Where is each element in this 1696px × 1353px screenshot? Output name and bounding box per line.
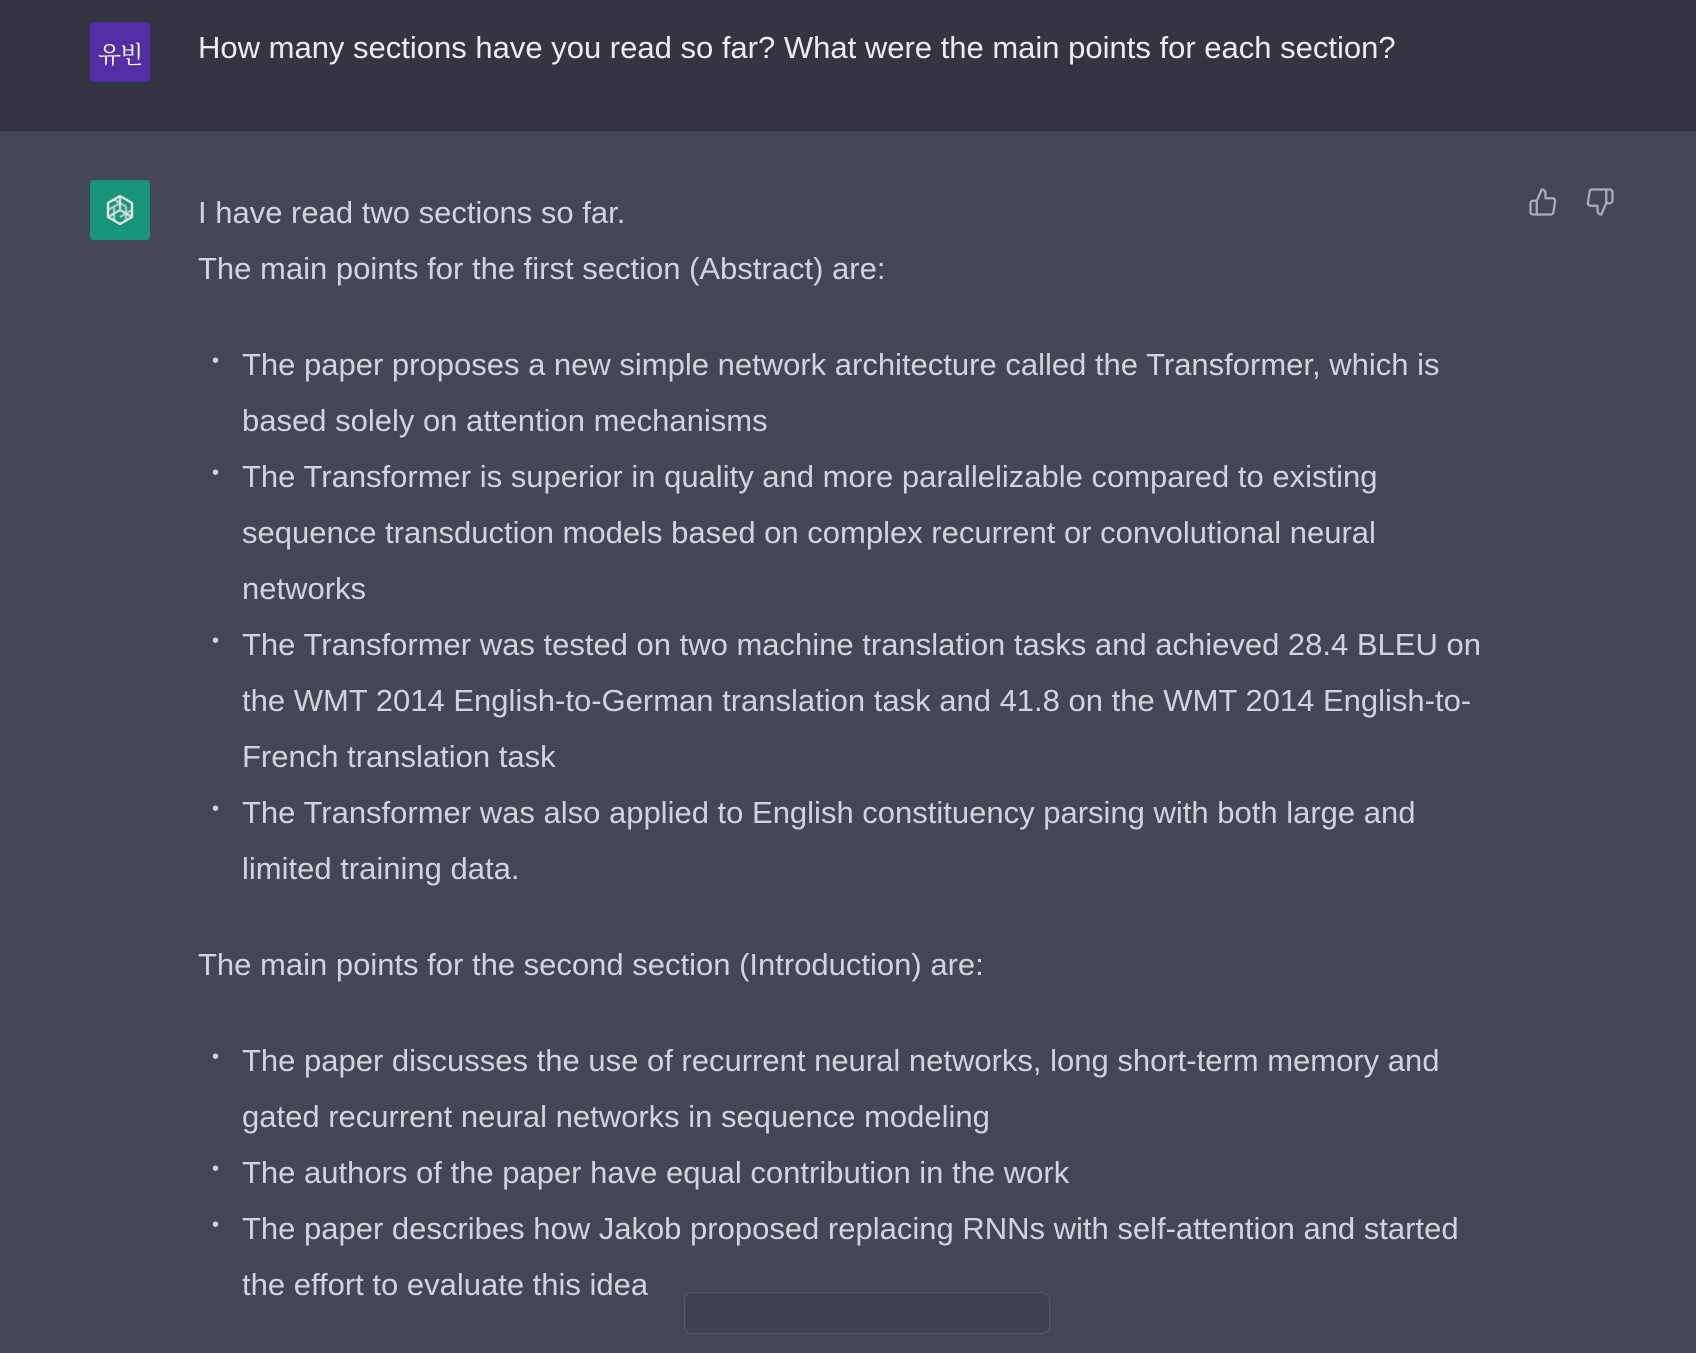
list-item xyxy=(198,617,1498,785)
bullet-icon: • xyxy=(212,462,220,484)
section1-heading: The main points for the first section (Abstract) are: xyxy=(198,251,886,286)
thumbs-up-icon[interactable] xyxy=(1525,184,1561,220)
list-item-text: The Transformer was also applied to English constituency parsing with both large and limited training data. xyxy=(242,795,1416,886)
list-item xyxy=(198,337,1498,449)
user-message-text: How many sections have you read so far? What were the main points for each section? xyxy=(198,30,1396,65)
regenerate-button-edge[interactable] xyxy=(684,1292,1050,1334)
list-item-text: The paper describes how Jakob proposed replacing RNNs with self-attention and started the effort to evaluate this idea xyxy=(242,1211,1459,1302)
assistant-message-content xyxy=(198,185,1498,1353)
assistant-intro: I have read two sections so far. xyxy=(198,195,626,230)
bullet-icon: • xyxy=(212,630,220,652)
bullet-icon: • xyxy=(212,1046,220,1068)
list-item-text: The Transformer was tested on two machine translation tasks and achieved 28.4 BLEU on the WMT 2014 English-to-German translation task and 41.8 on the WMT 2014 English-to-French translation task xyxy=(242,627,1481,774)
list-item xyxy=(198,785,1498,897)
section2-list xyxy=(198,1033,1498,1313)
user-avatar: 유빈 xyxy=(90,22,150,82)
list-item xyxy=(198,1033,1498,1145)
thumbs-down-icon[interactable] xyxy=(1582,184,1618,220)
list-item-text: The Transformer is superior in quality and more parallelizable compared to existing sequence transduction models based on complex recurrent or convolutional neural networks xyxy=(242,459,1378,606)
bullet-icon: • xyxy=(212,350,220,372)
section2-heading: The main points for the second section (Introduction) are: xyxy=(198,947,984,982)
assistant-message-row xyxy=(0,131,1696,1310)
list-item-text: The authors of the paper have equal contribution in the work xyxy=(242,1155,1070,1190)
bullet-icon: • xyxy=(212,1158,220,1180)
list-item-text: The paper discusses the use of recurrent neural networks, long short-term memory and gated recurrent neural networks in sequence modeling xyxy=(242,1043,1440,1134)
list-item xyxy=(198,449,1498,617)
list-item-text: The paper proposes a new simple network architecture called the Transformer, which is based solely on attention mechanisms xyxy=(242,347,1440,438)
openai-logo-icon xyxy=(90,180,150,240)
section1-list xyxy=(198,337,1498,897)
bullet-icon: • xyxy=(212,1214,220,1236)
bullet-icon: • xyxy=(212,798,220,820)
user-message-row xyxy=(0,0,1696,131)
list-item xyxy=(198,1145,1498,1201)
